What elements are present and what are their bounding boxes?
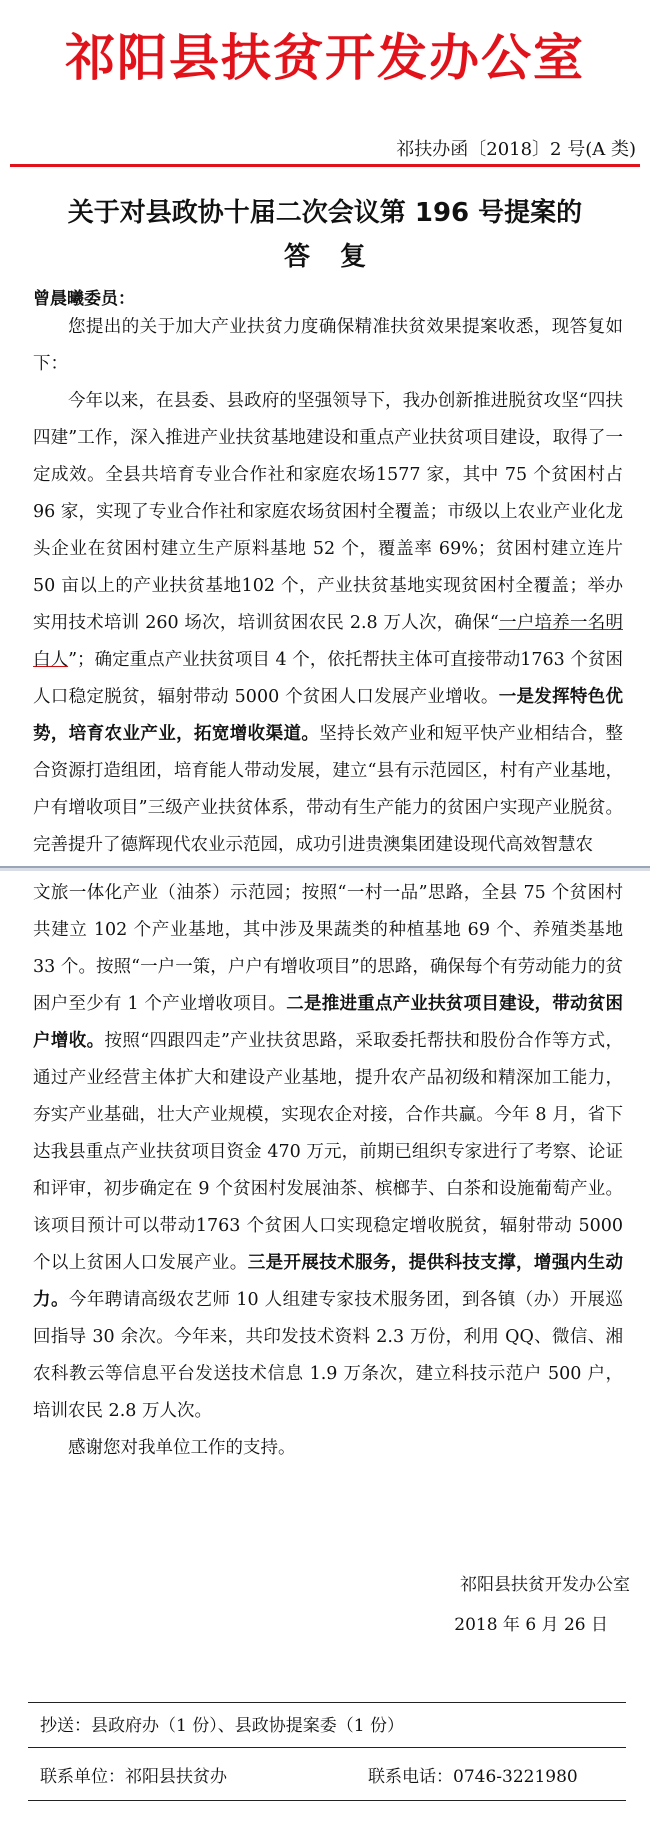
footer-rule-bottom <box>28 1800 626 1801</box>
thanks-paragraph: 感谢您对我单位工作的支持。 <box>68 1438 296 1458</box>
body-paragraph-3 <box>33 875 623 1430</box>
document-title-line2: 答复 <box>283 242 396 272</box>
bold-heading-3: 三是开展技术服务，提供科技支撑，增强内生动力。 <box>33 1253 623 1310</box>
paragraph-text: 今年聘请高级农艺师 10 人组建专家技术服务团，到各镇（办）开展巡回指导 30 余次。今年来，共印发技术资料 2.3 万份，利用 QQ、微信、湘农科教云等信息平台发送技术信息 1.9 万条次，建立科技示范户 500 户，培训农民 2.8 万人次。 <box>33 1290 623 1421</box>
paragraph-text: ”；确定重点产业扶贫项目 4 个，依托帮扶主体可直接带动1763 个贫困人口稳定脱贫，辐射带动 5000 个贫困人口发展产业增收。 <box>33 650 623 707</box>
salutation: 曾晨曦委员： <box>33 289 135 309</box>
paragraph-text: 文旅一体化产业（油茶）示范园；按照“一村一品”思路，全县 75 个贫困村共建立 102 个产业基地，其中涉及果蔬类的种植基地 69 个、养殖类基地 33 个。按照“一户一策，户户有增收项目”的思路，确保每个有劳动能力的贫困户至少有 1 个产业增收项目。 <box>33 883 623 1014</box>
body-block-page2 <box>33 875 623 1467</box>
contact-phone: 联系电话：0746-3221980 <box>368 1767 578 1787</box>
cc-line: 抄送：县政府办（1 份）、县政协提案委（1 份） <box>40 1716 404 1736</box>
bold-heading-2: 二是推进重点产业扶贫项目建设，带动贫困户增收。 <box>33 994 623 1051</box>
body-paragraph-2 <box>33 383 623 864</box>
body-block-page1 <box>33 309 623 864</box>
paragraph-text: 坚持长效产业和短平快产业相结合，整合资源打造组团，培育能人带动发展，建立“县有示范园区，村有产业基地，户有增收项目”三级产业扶贫体系，带动有生产能力的贫困户实现产业脱贫。完善提升了德辉现代农业示范园，成功引进贵澳集团建设现代高效智慧农 <box>33 724 623 855</box>
paragraph-text: 按照“四跟四走”产业扶贫思路，采取委托帮扶和股份合作等方式，通过产业经营主体扩大和建设产业基地，提升农产品初级和精深加工能力，夯实产业基础，壮大产业规模，实现农企对接，合作共赢。今年 8 月，省下达我县重点产业扶贫项目资金 470 万元，前期已组织专家进行了考察、论证和评审，初步确定在 9 个贫困村发展油茶、槟榔芋、白茶和设施葡萄产业。该项目预计可以带动1763 个贫困人口实现稳定增收脱贫，辐射带动 5000 个以上贫困人口发展产业。 <box>33 1031 623 1273</box>
paragraph-text: 今年以来，在县委、县政府的坚强领导下，我办创新推进脱贫攻坚“四扶四建”工作，深入推进产业扶贫基地建设和重点产业扶贫项目建设，取得了一定成效。全县共培育专业合作社和家庭农场1577 家，其中 75 个贫困村占 96 家，实现了专业合作社和家庭农场贫困村全覆盖；市级以上农业产业化龙头企业在贫困村建立生产原料基地 52 个，覆盖率 69%；贫困村建立连片 50 亩以上的产业扶贫基地102 个，产业扶贫基地实现贫困村全覆盖；举办实用技术培训 260 场次，培训贫困农民 2.8 万人次，确保“ <box>33 391 623 633</box>
signature-date: 2018 年 6 月 26 日 <box>454 1615 608 1635</box>
bold-heading-1: 一是发挥特色优势，培育农业产业，拓宽增收渠道。 <box>33 687 623 744</box>
document-title-line1: 关于对县政协十届二次会议第 196 号提案的 <box>67 198 583 228</box>
footer-rule-top <box>28 1702 626 1703</box>
intro-paragraph: 您提出的关于加大产业扶贫力度确保精准扶贫效果提案收悉，现答复如下： <box>33 317 623 374</box>
contact-unit: 联系单位：祁阳县扶贫办 <box>40 1767 227 1787</box>
underlined-phrase: 一户培养一名明白人 <box>33 613 623 670</box>
page-break-shadow <box>0 868 650 871</box>
footer-rule-middle <box>28 1747 626 1748</box>
document-number: 祁扶办函〔2018〕2 号(A 类) <box>396 139 636 160</box>
signature-org: 祁阳县扶贫开发办公室 <box>460 1575 630 1595</box>
red-header-rule <box>10 164 640 167</box>
office-title: 祁阳县扶贫开发办公室 <box>65 29 585 87</box>
